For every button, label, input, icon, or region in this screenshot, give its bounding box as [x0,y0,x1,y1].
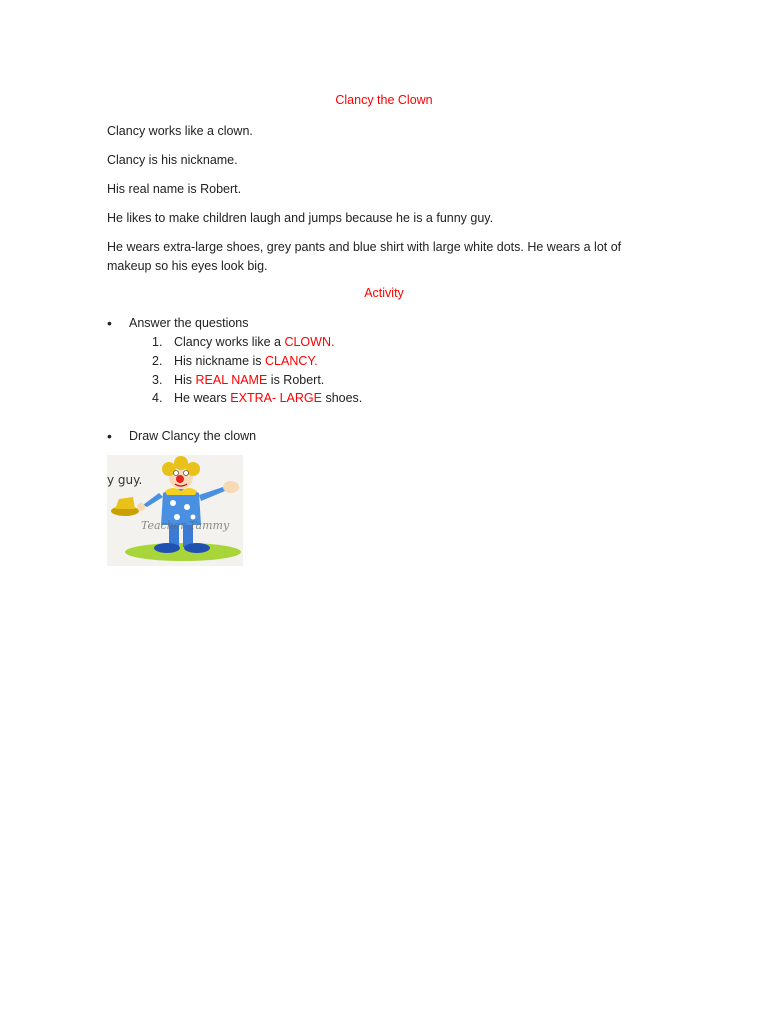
question-answer: EXTRA- LARGE [230,391,322,405]
question-text-after: shoes. [321,391,363,405]
bullet-icon: • [107,315,112,331]
paragraph-1: Clancy works like a clown. [107,124,253,138]
question-answer: CLOWN. [284,335,335,349]
document-title: Clancy the Clown [335,93,433,107]
question-answer: CLANCY. [265,354,318,368]
clown-image [107,455,243,566]
bullet-text: Answer the questions [129,316,249,330]
question-number: 4. [152,391,163,405]
activity-heading: Activity [364,286,404,300]
question-text-after: is Robert. [267,373,325,387]
question-number: 3. [152,373,163,387]
image-watermark: Teacher Tammy [141,519,230,532]
question-text: His nickname is [174,354,265,368]
question-number: 2. [152,354,163,368]
question-item [152,334,334,350]
clown-illustration [107,455,243,566]
question-item [152,372,324,388]
question-answer: REAL NAME [195,373,268,387]
paragraph-3: His real name is Robert. [107,182,242,196]
paragraph-2: Clancy is his nickname. [107,153,238,167]
paragraph-5: He wears extra-large shoes, grey pants and blue shirt with large white dots. He wears a lot of makeup so his eyes look big. [107,240,622,273]
bullet-icon: • [107,428,112,444]
question-item [152,353,318,369]
image-caption-fragment: y guy. [107,473,143,487]
question-number: 1. [152,335,163,349]
question-text: Clancy works like a [174,335,285,349]
question-text: He wears [174,391,231,405]
question-item [152,390,362,406]
paragraph-4: He likes to make children laugh and jumps because he is a funny guy. [107,211,494,225]
question-text: His [174,373,196,387]
bullet-text: Draw Clancy the clown [129,429,257,443]
